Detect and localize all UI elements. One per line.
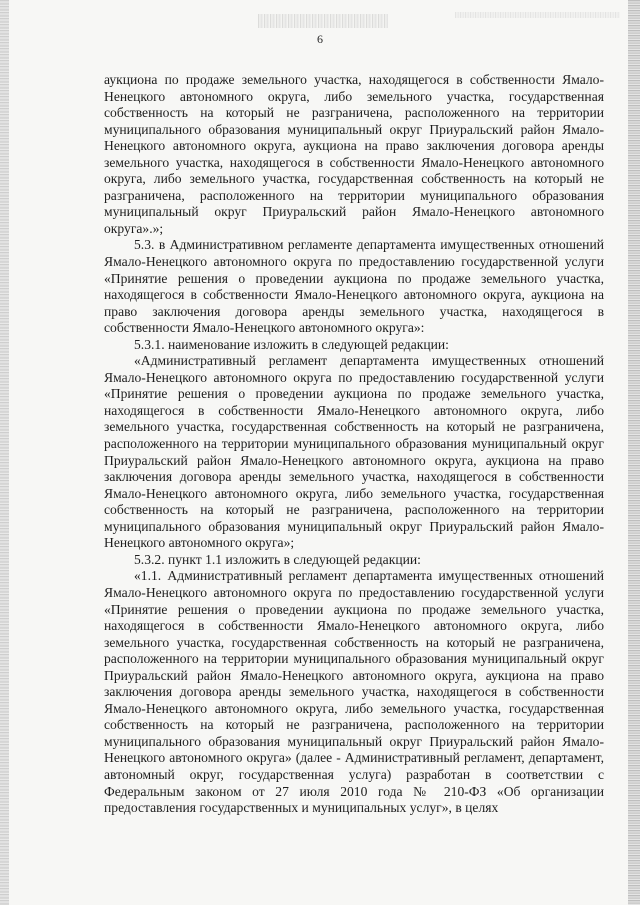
scan-artifact [258,14,388,28]
paragraph: аукциона по продаже земельного участка, находящегося в собственности Ямало-Ненецкого автономного округа, либо земельного участка, государственная собственность на который не разграничена, расположенного на территории муниципального образования муниципальный округ Приуральский район Ямало-Ненецкого автономного округа, аукциона на право заключения договора аренды земельного участка, находящегося в собственности Ямало-Ненецкого автономного округа, либо земельного участка, государственная собственность на который не разграничена, расположенного на территории муниципального образования муниципальный округ Приуральский район Ямало-Ненецкого автономного округа».»; [104,72,604,236]
scan-edge-left [0,0,9,905]
document-body [104,72,604,817]
paragraph: 5.3.1. наименование изложить в следующей редакции: [134,336,449,352]
paragraph: 5.3.2. пункт 1.1 изложить в следующей редакции: [134,551,421,567]
paragraph: «1.1. Административный регламент департамента имущественных отношений Ямало-Ненецкого автономного округа по предоставлению государственной услуги «Принятие решения о проведении аукциона по продаже земельного участка, находящегося в собственности Ямало-Ненецкого автономного округа, либо земельного участка, государственная собственность на который не разграничена, расположенного на территории муниципального образования муниципальный округ Приуральский район Ямало-Ненецкого автономного округа, аукциона на право заключения договора аренды земельного участка, находящегося в собственности Ямало-Ненецкого автономного округа, либо земельного участка, государственная собственность на который не разграничена, расположенного на территории муниципального образования муниципальный округ Приуральский район Ямало-Ненецкого автономного округа» (далее - Административный регламент, департамент, автономный округ, государственная услуга) разработан в соответствии с Федеральным законом от 27 июля 2010 года № 210-ФЗ «Об организации предоставления государственных и муниципальных услуг», в целях [104,568,604,816]
paragraph: «Административный регламент департамента имущественных отношений Ямало-Ненецкого автономного округа по предоставлению государственной услуги «Принятие решения о проведении аукциона по продаже земельного участка, находящегося в собственности Ямало-Ненецкого автономного округа, либо земельного участка, государственная собственность на который не разграничена, расположенного на территории муниципального образования муниципальный округ Приуральский район Ямало-Ненецкого автономного округа, аукциона на право заключения договора аренды земельного участка, находящегося в собственности Ямало-Ненецкого автономного округа, либо земельного участка, государственная собственность на который не разграничена, расположенного на территории муниципального образования муниципальный округ Приуральский район Ямало-Ненецкого автономного округа»; [104,353,604,551]
paragraph: 5.3. в Административном регламенте департамента имущественных отношений Ямало-Ненецкого автономного округа по предоставлению государственной услуги «Принятие решения о проведении аукциона по продаже земельного участка, находящегося в собственности Ямало-Ненецкого автономного округа, аукциона на право заключения договора аренды земельного участка, находящегося в собственности Ямало-Ненецкого автономного округа»: [104,237,604,336]
scan-artifact [455,12,620,18]
scan-edge-right [628,0,640,905]
page-number: 6 [317,32,323,46]
